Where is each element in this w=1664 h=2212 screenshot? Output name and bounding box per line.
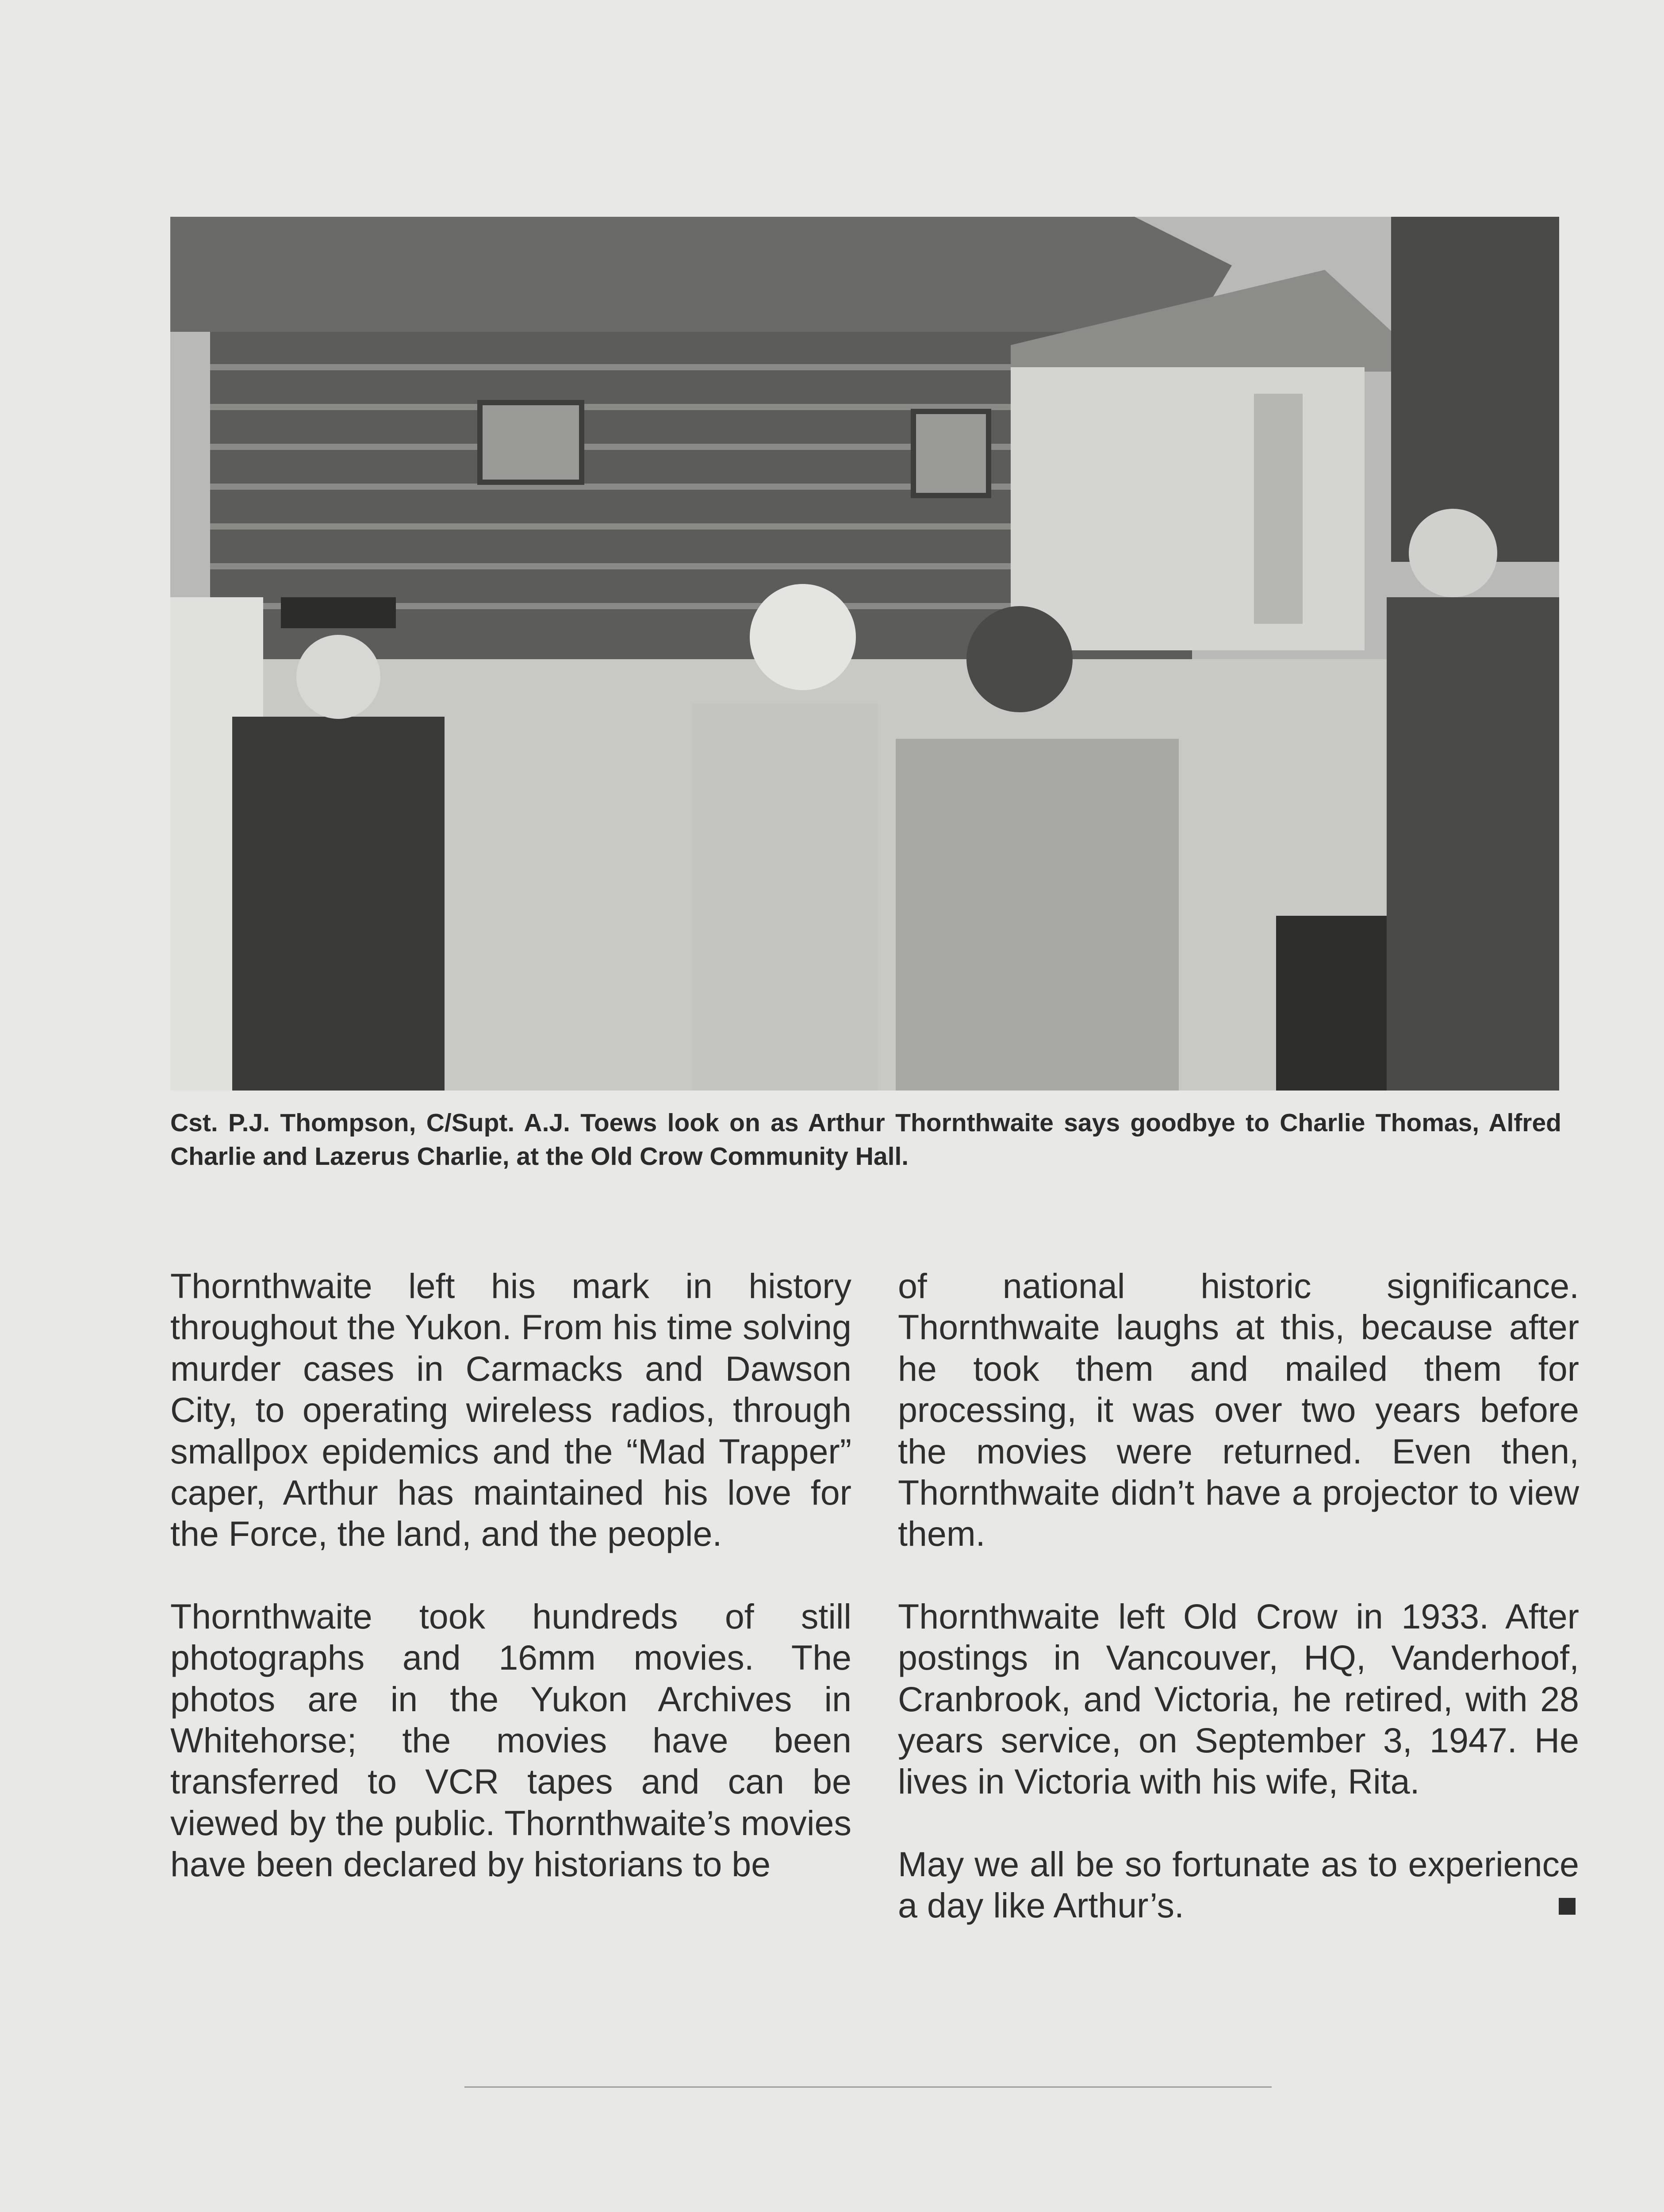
paragraph-final-text: May we all be so fortunate as to experience a day like Arthur’s. [898, 1844, 1579, 1925]
paragraph: of national historic significance. Thornthwaite laughs at this, because after he took them and mailed them for processing, it was over two years before the movies were returned. Even then, Thornthwaite didn’t have a projector to view them. [898, 1266, 1579, 1554]
paragraph: Thornthwaite took hundreds of still photographs and 16mm movies. The photos are in the Yukon Archives in Whitehorse; the movies have been transferred to VCR tapes and can be viewed by the public. Thornthwaite’s movies have been declared by historians to be [170, 1596, 851, 1884]
paragraph: Thornthwaite left Old Crow in 1933. After postings in Vancouver, HQ, Vanderhoof, Cranbrook, and Victoria, he retired, with 28 years service, on September 3, 1947. He lives in Victoria with his wife, Rita. [898, 1596, 1579, 1801]
divider-rule [464, 2086, 1272, 2088]
photo-illustration [170, 217, 1559, 1091]
end-of-article-icon [1559, 1898, 1576, 1915]
photo-caption: Cst. P.J. Thompson, C/Supt. A.J. Toews look on as Arthur Thornthwaite says goodbye to Charlie Thomas, Alfred Charlie and Lazerus Charlie, at the Old Crow Community Hall. [170, 1109, 1561, 1171]
paragraph-final [898, 1843, 1579, 1926]
article-column-right [898, 1265, 1579, 1967]
article-column-left [170, 1265, 851, 1926]
article-photo [170, 217, 1559, 1091]
paragraph: Thornthwaite left his mark in history throughout the Yukon. From his time solving murder cases in Carmacks and Dawson City, to operating wireless radios, through smallpox epidemics and the “Mad Trapper” caper, Arthur has maintained his love for the Force, the land, and the people. [170, 1266, 851, 1554]
